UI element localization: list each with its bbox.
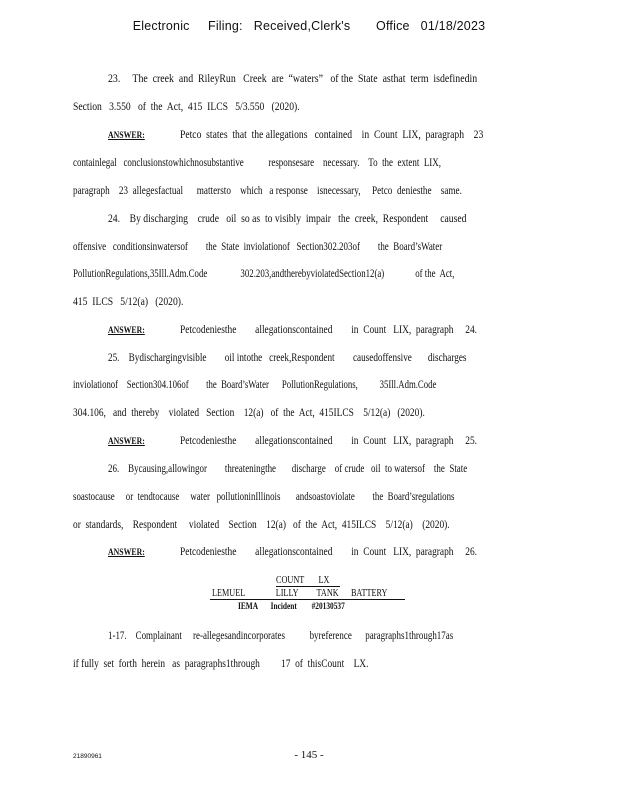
para-24-line-3: PollutionRegulations,35Ill.Adm.Code 302.203,andtherebyviolatedSection12(a) of the Act,	[73, 268, 455, 280]
answer-23-label: ANSWER:	[108, 131, 145, 141]
para-23-line-2: Section 3.550 of the Act, 415 ILCS 5/3.550 (2020).	[73, 101, 300, 113]
document-id: 21890961	[73, 753, 102, 760]
answer-24-line-1: Petcodeniesthe allegationscontained in Count LIX, paragraph 24.	[180, 324, 478, 336]
page-number: - 145 -	[294, 749, 324, 761]
answer-23-line-3: paragraph 23 allegesfactual mattersto which a response isnecessary, Petco deniesthe same.	[73, 185, 462, 197]
answer-23-line-2: containlegal conclusionstowhichnosubstantive responsesare necessary. To the extent LIX,	[73, 157, 441, 169]
answer-26-line-1: Petcodeniesthe allegationscontained in Count LIX, paragraph 26.	[180, 546, 478, 558]
para-25-line-3: 304.106, and thereby violated Section 12(a) of the Act, 415ILCS 5/12(a) (2020).	[73, 407, 425, 419]
count-heading-line-1: COUNT LX	[276, 575, 330, 586]
para-26-line-2: soastocause or tendtocause water pollutioninIllinois andsoastoviolate the Board’sregulations	[73, 491, 455, 503]
answer-25-label: ANSWER:	[108, 437, 145, 447]
para-23-line-1: 23. The creek and RileyRun Creek are “waters” of the State asthat term isdefinedin	[108, 73, 478, 85]
para-1-17-line-1: 1-17. Complainant re-allegesandincorporates byreference paragraphs1through17as	[108, 630, 454, 642]
count-heading-line-2: LEMUEL LILLY TANK BATTERY	[212, 588, 388, 599]
para-24-line-1: 24. By discharging crude oil so as to visibly impair the creek, Respondent caused	[108, 213, 467, 225]
para-26-line-1: 26. Bycausing,allowingor threateningthe discharge of crude oil to watersof the State	[108, 463, 468, 475]
para-25-line-2: inviolationof Section304.106of the Board’sWater PollutionRegulations, 35Ill.Adm.Code	[73, 379, 437, 391]
para-26-line-3: or standards, Respondent violated Section 12(a) of the Act, 415ILCS 5/12(a) (2020).	[73, 519, 450, 531]
count-heading-line-3: IEMA Incident #20130537	[238, 601, 345, 611]
answer-24-label: ANSWER:	[108, 326, 145, 336]
answer-23-line-1: Petco states that the allegations contained in Count LIX, paragraph 23	[180, 129, 484, 141]
answer-26-label: ANSWER:	[108, 548, 145, 558]
para-1-17-line-2: if fully set forth herein as paragraphs1through 17 of thisCount LX.	[73, 658, 369, 670]
para-24-line-4: 415 ILCS 5/12(a) (2020).	[73, 296, 184, 308]
answer-25-line-1: Petcodeniesthe allegationscontained in Count LIX, paragraph 25.	[180, 435, 478, 447]
count-heading-rule-1	[276, 586, 340, 587]
para-25-line-1: 25. Bydischargingvisible oil intothe creek,Respondent causedoffensive discharges	[108, 352, 467, 364]
para-24-line-2: offensive conditionsinwatersof the State inviolationof Section302.203of the Board’sWater	[73, 241, 443, 253]
electronic-filing-header: Electronic Filing: Received,Clerk's Office 01/18/2023	[132, 19, 486, 33]
count-heading-rule-2	[210, 599, 405, 600]
